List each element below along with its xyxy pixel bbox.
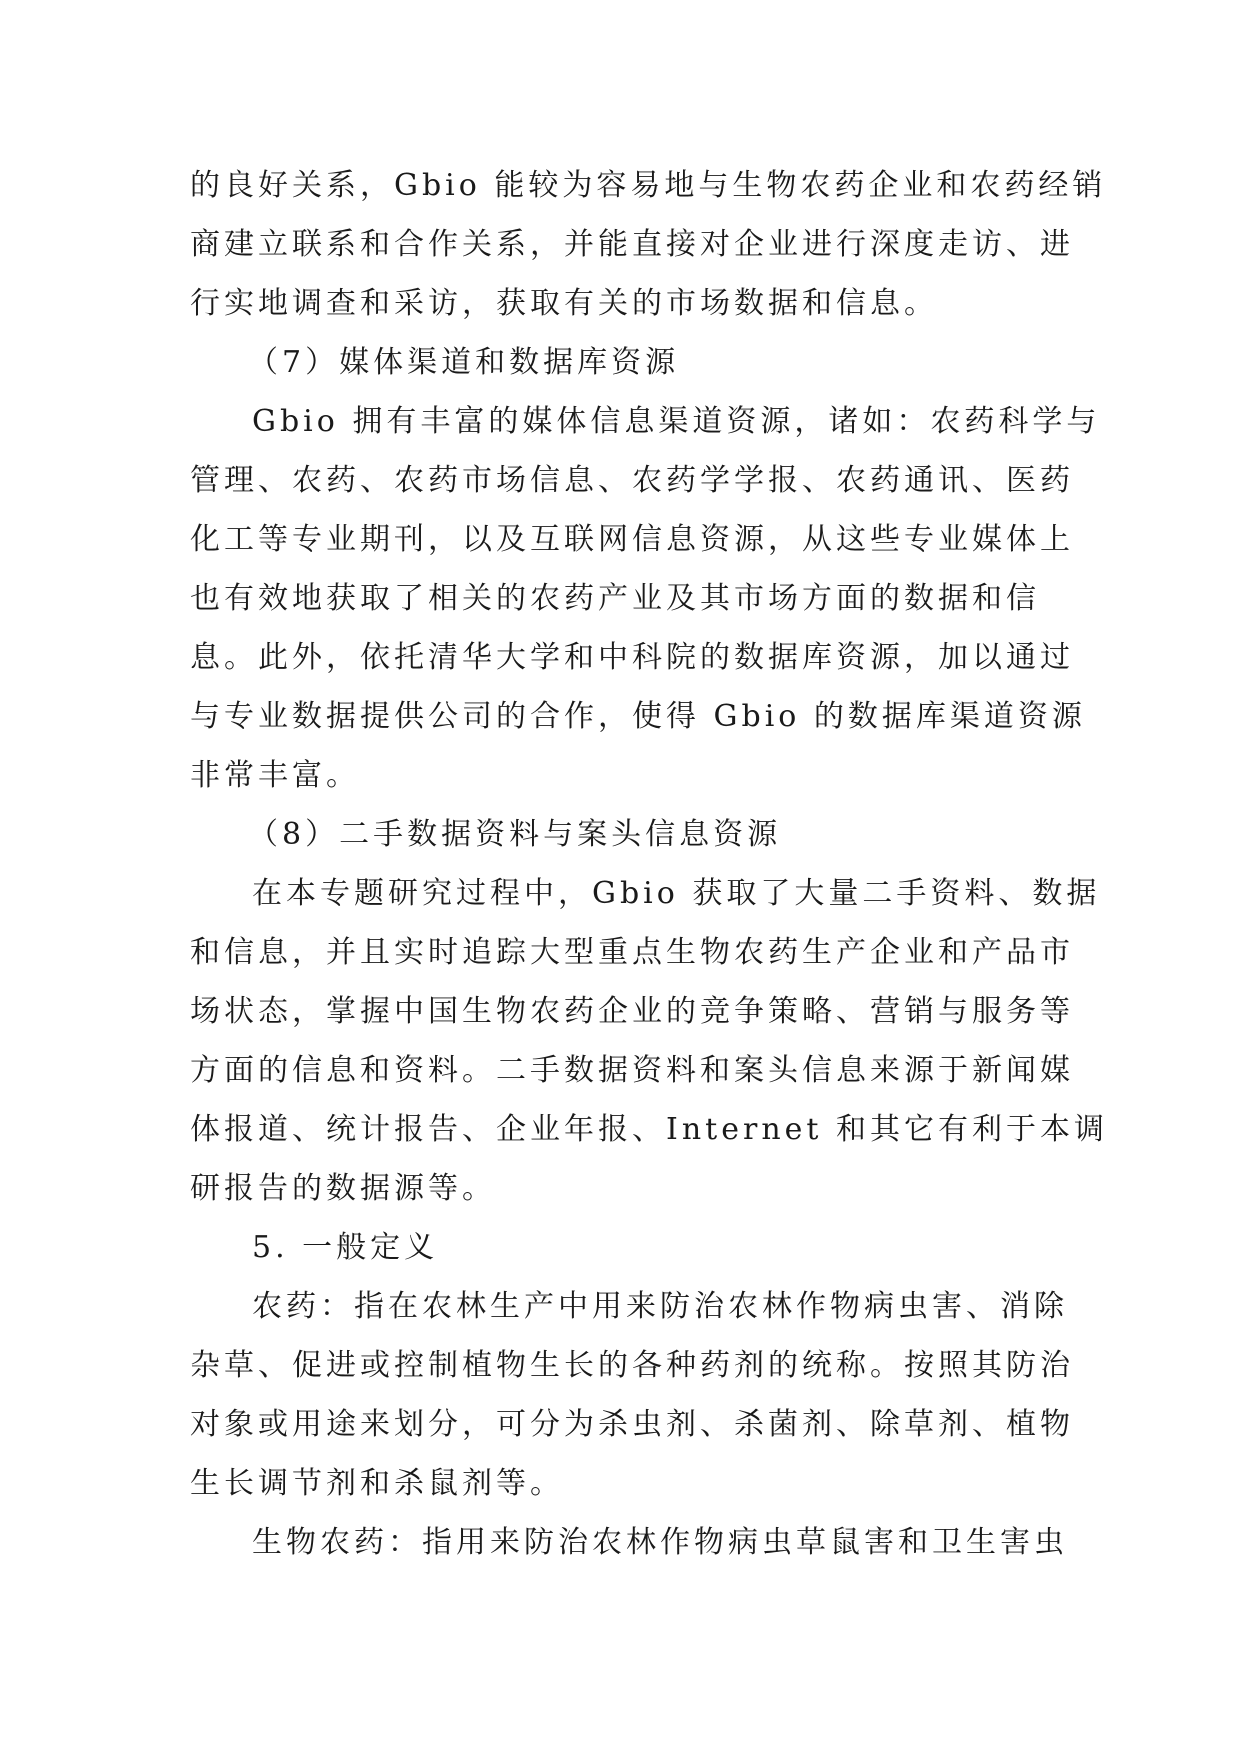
text-line: 的良好关系，Gbio 能较为容易地与生物农药企业和农药经销 xyxy=(190,168,1107,203)
text-line: 也有效地获取了相关的农药产业及其市场方面的数据和信 xyxy=(190,581,1040,616)
text-line: 商建立联系和合作关系，并能直接对企业进行深度走访、进 xyxy=(190,227,1074,262)
section-heading: （7）媒体渠道和数据库资源 xyxy=(248,345,680,380)
text-line: 管理、农药、农药市场信息、农药学学报、农药通讯、医药 xyxy=(190,463,1074,498)
text-line: 化工等专业期刊，以及互联网信息资源，从这些专业媒体上 xyxy=(190,522,1074,557)
section-heading: （8）二手数据资料与案头信息资源 xyxy=(248,817,782,852)
text-line: 体报道、统计报告、企业年报、Internet 和其它有利于本调 xyxy=(190,1112,1108,1147)
text-line: 行实地调查和采访，获取有关的市场数据和信息。 xyxy=(190,286,938,321)
text-line: 生物农药：指用来防治农林作物病虫草鼠害和卫生害虫 xyxy=(252,1525,1068,1560)
text-line: 方面的信息和资料。二手数据资料和案头信息来源于新闻媒 xyxy=(190,1053,1074,1088)
text-line: 对象或用途来划分，可分为杀虫剂、杀菌剂、除草剂、植物 xyxy=(190,1407,1074,1442)
document-page xyxy=(190,156,1108,1572)
text-line: 生长调节剂和杀鼠剂等。 xyxy=(190,1466,564,1501)
section-heading: 5. 一般定义 xyxy=(252,1230,439,1265)
text-line: 非常丰富。 xyxy=(190,758,360,793)
text-line: 与专业数据提供公司的合作，使得 Gbio 的数据库渠道资源 xyxy=(190,699,1086,734)
text-line: 场状态，掌握中国生物农药企业的竞争策略、营销与服务等 xyxy=(190,994,1074,1029)
text-line: 杂草、促进或控制植物生长的各种药剂的统称。按照其防治 xyxy=(190,1348,1074,1383)
text-line: 农药：指在农林生产中用来防治农林作物病虫害、消除 xyxy=(252,1289,1068,1324)
text-line: 研报告的数据源等。 xyxy=(190,1171,496,1206)
text-line: 和信息，并且实时追踪大型重点生物农药生产企业和产品市 xyxy=(190,935,1074,970)
text-line: 息。此外，依托清华大学和中科院的数据库资源，加以通过 xyxy=(190,640,1074,675)
text-line: 在本专题研究过程中，Gbio 获取了大量二手资料、数据 xyxy=(252,876,1101,911)
text-line: Gbio 拥有丰富的媒体信息渠道资源，诸如：农药科学与 xyxy=(252,404,1101,439)
